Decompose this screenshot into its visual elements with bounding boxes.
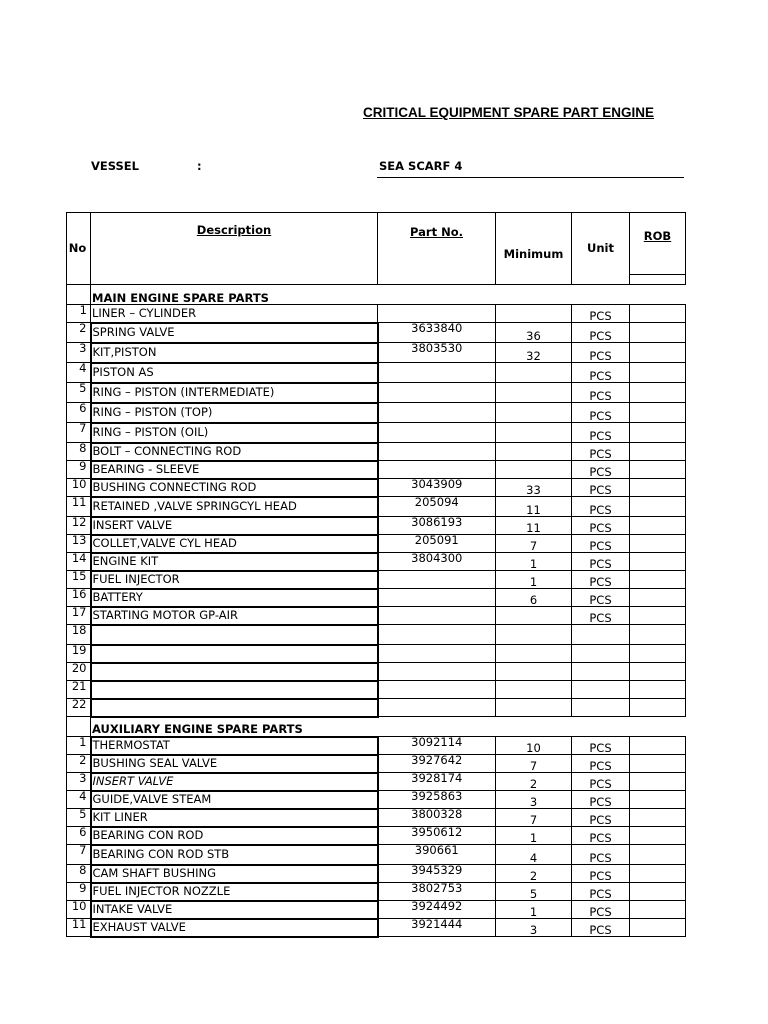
row-rob bbox=[630, 699, 686, 717]
row-unit: PCS bbox=[572, 423, 630, 443]
row-rob bbox=[630, 403, 686, 423]
row-rob bbox=[630, 497, 686, 517]
table-row bbox=[67, 865, 686, 883]
table-row bbox=[67, 663, 686, 681]
row-no: 20 bbox=[67, 663, 91, 681]
row-unit: PCS bbox=[572, 553, 630, 571]
row-minimum: 11 bbox=[496, 517, 572, 535]
row-no: 11 bbox=[67, 497, 91, 517]
row-unit: PCS bbox=[572, 919, 630, 937]
row-rob bbox=[630, 681, 686, 699]
row-minimum bbox=[496, 305, 572, 323]
row-rob bbox=[630, 479, 686, 497]
row-rob bbox=[630, 607, 686, 625]
table-row bbox=[67, 773, 686, 791]
row-unit bbox=[572, 625, 630, 645]
row-rob bbox=[630, 423, 686, 443]
row-part-no bbox=[378, 625, 496, 645]
row-description: BATTERY bbox=[91, 589, 378, 607]
row-unit: PCS bbox=[572, 461, 630, 479]
row-no: 5 bbox=[67, 809, 91, 827]
row-description: RING – PISTON (INTERMEDIATE) bbox=[91, 383, 378, 403]
row-no: 19 bbox=[67, 645, 91, 663]
row-minimum: 3 bbox=[496, 791, 572, 809]
row-rob bbox=[630, 809, 686, 827]
row-rob bbox=[630, 755, 686, 773]
row-rob bbox=[630, 865, 686, 883]
section-title: MAIN ENGINE SPARE PARTS bbox=[91, 285, 378, 305]
row-description: GUIDE,VALVE STEAM bbox=[91, 791, 378, 809]
row-description: FUEL INJECTOR bbox=[91, 571, 378, 589]
row-unit: PCS bbox=[572, 403, 630, 423]
table-row bbox=[67, 755, 686, 773]
row-no: 7 bbox=[67, 845, 91, 865]
row-unit: PCS bbox=[572, 791, 630, 809]
row-no: 6 bbox=[67, 827, 91, 845]
row-minimum: 10 bbox=[496, 737, 572, 755]
row-description bbox=[91, 699, 378, 717]
row-rob bbox=[630, 901, 686, 919]
row-description: RETAINED ,VALVE SPRINGCYL HEAD bbox=[91, 497, 378, 517]
row-unit bbox=[572, 681, 630, 699]
header-unit-cell bbox=[572, 213, 630, 285]
table-row bbox=[67, 443, 686, 461]
spare-parts-sheet bbox=[66, 212, 686, 938]
row-minimum bbox=[496, 461, 572, 479]
table-row bbox=[67, 363, 686, 383]
row-unit bbox=[572, 699, 630, 717]
document-title: CRITICAL EQUIPMENT SPARE PART ENGINE bbox=[363, 105, 655, 120]
row-unit: PCS bbox=[572, 607, 630, 625]
table-row bbox=[67, 645, 686, 663]
row-description: LINER – CYLINDER bbox=[91, 305, 378, 323]
table-row bbox=[67, 589, 686, 607]
row-unit: PCS bbox=[572, 571, 630, 589]
row-description: CAM SHAFT BUSHING bbox=[91, 865, 378, 883]
row-unit: PCS bbox=[572, 883, 630, 901]
row-description: EXHAUST VALVE bbox=[91, 919, 378, 937]
row-part-no: 3924492 bbox=[378, 901, 496, 919]
row-part-no bbox=[378, 461, 496, 479]
row-no: 13 bbox=[67, 535, 91, 553]
row-rob bbox=[630, 323, 686, 343]
row-no: 4 bbox=[67, 791, 91, 809]
row-part-no bbox=[378, 681, 496, 699]
row-minimum: 7 bbox=[496, 809, 572, 827]
row-part-no: 3950612 bbox=[378, 827, 496, 845]
vessel-colon: : bbox=[197, 159, 202, 173]
table-header-row bbox=[67, 213, 686, 285]
row-unit: PCS bbox=[572, 773, 630, 791]
header-part-no-cell bbox=[378, 213, 496, 285]
row-no: 1 bbox=[67, 305, 91, 323]
header-part-no: Part No. bbox=[410, 224, 463, 239]
table-row bbox=[67, 479, 686, 497]
row-minimum: 2 bbox=[496, 865, 572, 883]
row-minimum bbox=[496, 423, 572, 443]
table-row bbox=[67, 919, 686, 937]
row-no: 5 bbox=[67, 383, 91, 403]
vessel-underline bbox=[377, 177, 684, 178]
row-minimum: 1 bbox=[496, 901, 572, 919]
row-unit: PCS bbox=[572, 845, 630, 865]
section-no-cell bbox=[67, 285, 91, 305]
row-rob bbox=[630, 827, 686, 845]
row-minimum bbox=[496, 663, 572, 681]
row-part-no: 205094 bbox=[378, 497, 496, 517]
row-rob bbox=[630, 625, 686, 645]
row-part-no bbox=[378, 383, 496, 403]
table-row bbox=[67, 535, 686, 553]
row-unit: PCS bbox=[572, 517, 630, 535]
row-description: ENGINE KIT bbox=[91, 553, 378, 571]
row-rob bbox=[630, 443, 686, 461]
row-unit: PCS bbox=[572, 479, 630, 497]
table-row bbox=[67, 901, 686, 919]
row-description: INSERT VALVE bbox=[91, 773, 378, 791]
header-description: Description bbox=[196, 222, 272, 237]
row-unit: PCS bbox=[572, 363, 630, 383]
row-part-no bbox=[378, 305, 496, 323]
row-minimum bbox=[496, 681, 572, 699]
row-no: 2 bbox=[67, 755, 91, 773]
table-row bbox=[67, 791, 686, 809]
row-no: 9 bbox=[67, 883, 91, 901]
row-unit: PCS bbox=[572, 323, 630, 343]
row-unit: PCS bbox=[572, 589, 630, 607]
row-description bbox=[91, 625, 378, 645]
row-unit: PCS bbox=[572, 737, 630, 755]
row-part-no: 3945329 bbox=[378, 865, 496, 883]
header-minimum-cell bbox=[496, 213, 572, 285]
row-part-no bbox=[378, 363, 496, 383]
row-no: 16 bbox=[67, 589, 91, 607]
header-rob: ROB bbox=[630, 223, 685, 275]
row-part-no: 3802753 bbox=[378, 883, 496, 901]
row-minimum bbox=[496, 699, 572, 717]
row-no: 4 bbox=[67, 363, 91, 383]
row-part-no: 3921444 bbox=[378, 919, 496, 937]
table-row bbox=[67, 423, 686, 443]
row-minimum: 2 bbox=[496, 773, 572, 791]
row-description: RING – PISTON (TOP) bbox=[91, 403, 378, 423]
row-part-no: 205091 bbox=[378, 535, 496, 553]
row-rob bbox=[630, 919, 686, 937]
section-header-row bbox=[67, 285, 686, 305]
table-row bbox=[67, 571, 686, 589]
row-minimum bbox=[496, 363, 572, 383]
table-row bbox=[67, 343, 686, 363]
row-part-no bbox=[378, 663, 496, 681]
row-unit: PCS bbox=[572, 497, 630, 517]
row-no: 14 bbox=[67, 553, 91, 571]
row-rob bbox=[630, 773, 686, 791]
row-part-no: 3925863 bbox=[378, 791, 496, 809]
header-rob-cell bbox=[630, 213, 686, 285]
row-description: KIT LINER bbox=[91, 809, 378, 827]
row-description: INSERT VALVE bbox=[91, 517, 378, 535]
section-spacer bbox=[378, 717, 686, 737]
row-no: 18 bbox=[67, 625, 91, 645]
table-row bbox=[67, 737, 686, 755]
row-part-no: 3043909 bbox=[378, 479, 496, 497]
section-header-row bbox=[67, 717, 686, 737]
table-row bbox=[67, 681, 686, 699]
row-no: 17 bbox=[67, 607, 91, 625]
row-rob bbox=[630, 461, 686, 479]
row-part-no: 3092114 bbox=[378, 737, 496, 755]
table-row bbox=[67, 403, 686, 423]
row-rob bbox=[630, 535, 686, 553]
section-no-cell bbox=[67, 717, 91, 737]
row-no: 22 bbox=[67, 699, 91, 717]
row-part-no: 3804300 bbox=[378, 553, 496, 571]
row-rob bbox=[630, 383, 686, 403]
row-minimum: 1 bbox=[496, 553, 572, 571]
row-rob bbox=[630, 305, 686, 323]
row-rob bbox=[630, 737, 686, 755]
row-description bbox=[91, 663, 378, 681]
row-description: FUEL INJECTOR NOZZLE bbox=[91, 883, 378, 901]
row-part-no bbox=[378, 423, 496, 443]
row-minimum: 11 bbox=[496, 497, 572, 517]
row-no: 1 bbox=[67, 737, 91, 755]
header-description-cell bbox=[91, 213, 378, 285]
row-description: BEARING CON ROD bbox=[91, 827, 378, 845]
section-title: AUXILIARY ENGINE SPARE PARTS bbox=[91, 717, 378, 737]
table-row bbox=[67, 383, 686, 403]
table-row bbox=[67, 553, 686, 571]
row-part-no: 3800328 bbox=[378, 809, 496, 827]
row-rob bbox=[630, 883, 686, 901]
table-row bbox=[67, 323, 686, 343]
row-description bbox=[91, 681, 378, 699]
row-description: BUSHING CONNECTING ROD bbox=[91, 479, 378, 497]
row-description: BOLT – CONNECTING ROD bbox=[91, 443, 378, 461]
row-minimum: 7 bbox=[496, 535, 572, 553]
row-unit: PCS bbox=[572, 865, 630, 883]
row-no: 3 bbox=[67, 343, 91, 363]
row-part-no: 3633840 bbox=[378, 323, 496, 343]
row-no: 9 bbox=[67, 461, 91, 479]
row-rob bbox=[630, 663, 686, 681]
row-description: PISTON AS bbox=[91, 363, 378, 383]
section-spacer bbox=[378, 285, 686, 305]
row-description: BUSHING SEAL VALVE bbox=[91, 755, 378, 773]
row-part-no bbox=[378, 699, 496, 717]
row-description: SPRING VALVE bbox=[91, 323, 378, 343]
row-no: 2 bbox=[67, 323, 91, 343]
row-part-no bbox=[378, 403, 496, 423]
row-minimum bbox=[496, 383, 572, 403]
table-row bbox=[67, 699, 686, 717]
row-description: BEARING - SLEEVE bbox=[91, 461, 378, 479]
row-unit: PCS bbox=[572, 305, 630, 323]
table-row bbox=[67, 883, 686, 901]
row-part-no: 390661 bbox=[378, 845, 496, 865]
row-description: KIT,PISTON bbox=[91, 343, 378, 363]
row-minimum bbox=[496, 607, 572, 625]
table-row bbox=[67, 845, 686, 865]
row-unit bbox=[572, 645, 630, 663]
row-description: THERMOSTAT bbox=[91, 737, 378, 755]
row-rob bbox=[630, 517, 686, 535]
row-part-no: 3803530 bbox=[378, 343, 496, 363]
row-part-no bbox=[378, 645, 496, 663]
row-no: 10 bbox=[67, 479, 91, 497]
row-minimum: 36 bbox=[496, 323, 572, 343]
row-minimum bbox=[496, 645, 572, 663]
row-description bbox=[91, 645, 378, 663]
table-row bbox=[67, 497, 686, 517]
row-rob bbox=[630, 363, 686, 383]
row-no: 10 bbox=[67, 901, 91, 919]
vessel-name: SEA SCARF 4 bbox=[379, 159, 463, 173]
row-unit bbox=[572, 663, 630, 681]
row-rob bbox=[630, 791, 686, 809]
row-unit: PCS bbox=[572, 809, 630, 827]
row-part-no bbox=[378, 443, 496, 461]
row-rob bbox=[630, 645, 686, 663]
header-minimum: Minimum bbox=[503, 246, 564, 261]
row-minimum bbox=[496, 443, 572, 461]
row-no: 8 bbox=[67, 443, 91, 461]
row-part-no: 3928174 bbox=[378, 773, 496, 791]
row-part-no: 3927642 bbox=[378, 755, 496, 773]
row-unit: PCS bbox=[572, 383, 630, 403]
row-unit: PCS bbox=[572, 343, 630, 363]
table-row bbox=[67, 461, 686, 479]
row-part-no bbox=[378, 607, 496, 625]
row-minimum: 33 bbox=[496, 479, 572, 497]
row-minimum: 3 bbox=[496, 919, 572, 937]
header-no: No bbox=[67, 213, 91, 285]
spare-parts-table bbox=[66, 212, 686, 938]
row-no: 8 bbox=[67, 865, 91, 883]
table-row bbox=[67, 305, 686, 323]
row-unit: PCS bbox=[572, 901, 630, 919]
row-description: INTAKE VALVE bbox=[91, 901, 378, 919]
row-no: 11 bbox=[67, 919, 91, 937]
row-unit: PCS bbox=[572, 755, 630, 773]
table-row bbox=[67, 607, 686, 625]
row-minimum bbox=[496, 625, 572, 645]
row-minimum: 7 bbox=[496, 755, 572, 773]
row-unit: PCS bbox=[572, 827, 630, 845]
row-part-no: 3086193 bbox=[378, 517, 496, 535]
row-no: 15 bbox=[67, 571, 91, 589]
table-row bbox=[67, 809, 686, 827]
row-rob bbox=[630, 343, 686, 363]
table-row bbox=[67, 625, 686, 645]
row-no: 12 bbox=[67, 517, 91, 535]
table-row bbox=[67, 827, 686, 845]
row-minimum: 5 bbox=[496, 883, 572, 901]
row-description: BEARING CON ROD STB bbox=[91, 845, 378, 865]
row-minimum: 4 bbox=[496, 845, 572, 865]
row-description: STARTING MOTOR GP-AIR bbox=[91, 607, 378, 625]
row-unit: PCS bbox=[572, 535, 630, 553]
row-minimum: 6 bbox=[496, 589, 572, 607]
row-rob bbox=[630, 553, 686, 571]
row-unit: PCS bbox=[572, 443, 630, 461]
row-minimum: 32 bbox=[496, 343, 572, 363]
row-no: 21 bbox=[67, 681, 91, 699]
row-minimum: 1 bbox=[496, 571, 572, 589]
row-part-no bbox=[378, 589, 496, 607]
row-rob bbox=[630, 845, 686, 865]
row-no: 7 bbox=[67, 423, 91, 443]
row-no: 6 bbox=[67, 403, 91, 423]
row-description: RING – PISTON (OIL) bbox=[91, 423, 378, 443]
row-no: 3 bbox=[67, 773, 91, 791]
row-minimum: 1 bbox=[496, 827, 572, 845]
row-rob bbox=[630, 589, 686, 607]
row-minimum bbox=[496, 403, 572, 423]
row-part-no bbox=[378, 571, 496, 589]
row-description: COLLET,VALVE CYL HEAD bbox=[91, 535, 378, 553]
vessel-label: VESSEL bbox=[91, 159, 139, 173]
row-rob bbox=[630, 571, 686, 589]
header-unit: Unit bbox=[587, 240, 614, 255]
table-row bbox=[67, 517, 686, 535]
